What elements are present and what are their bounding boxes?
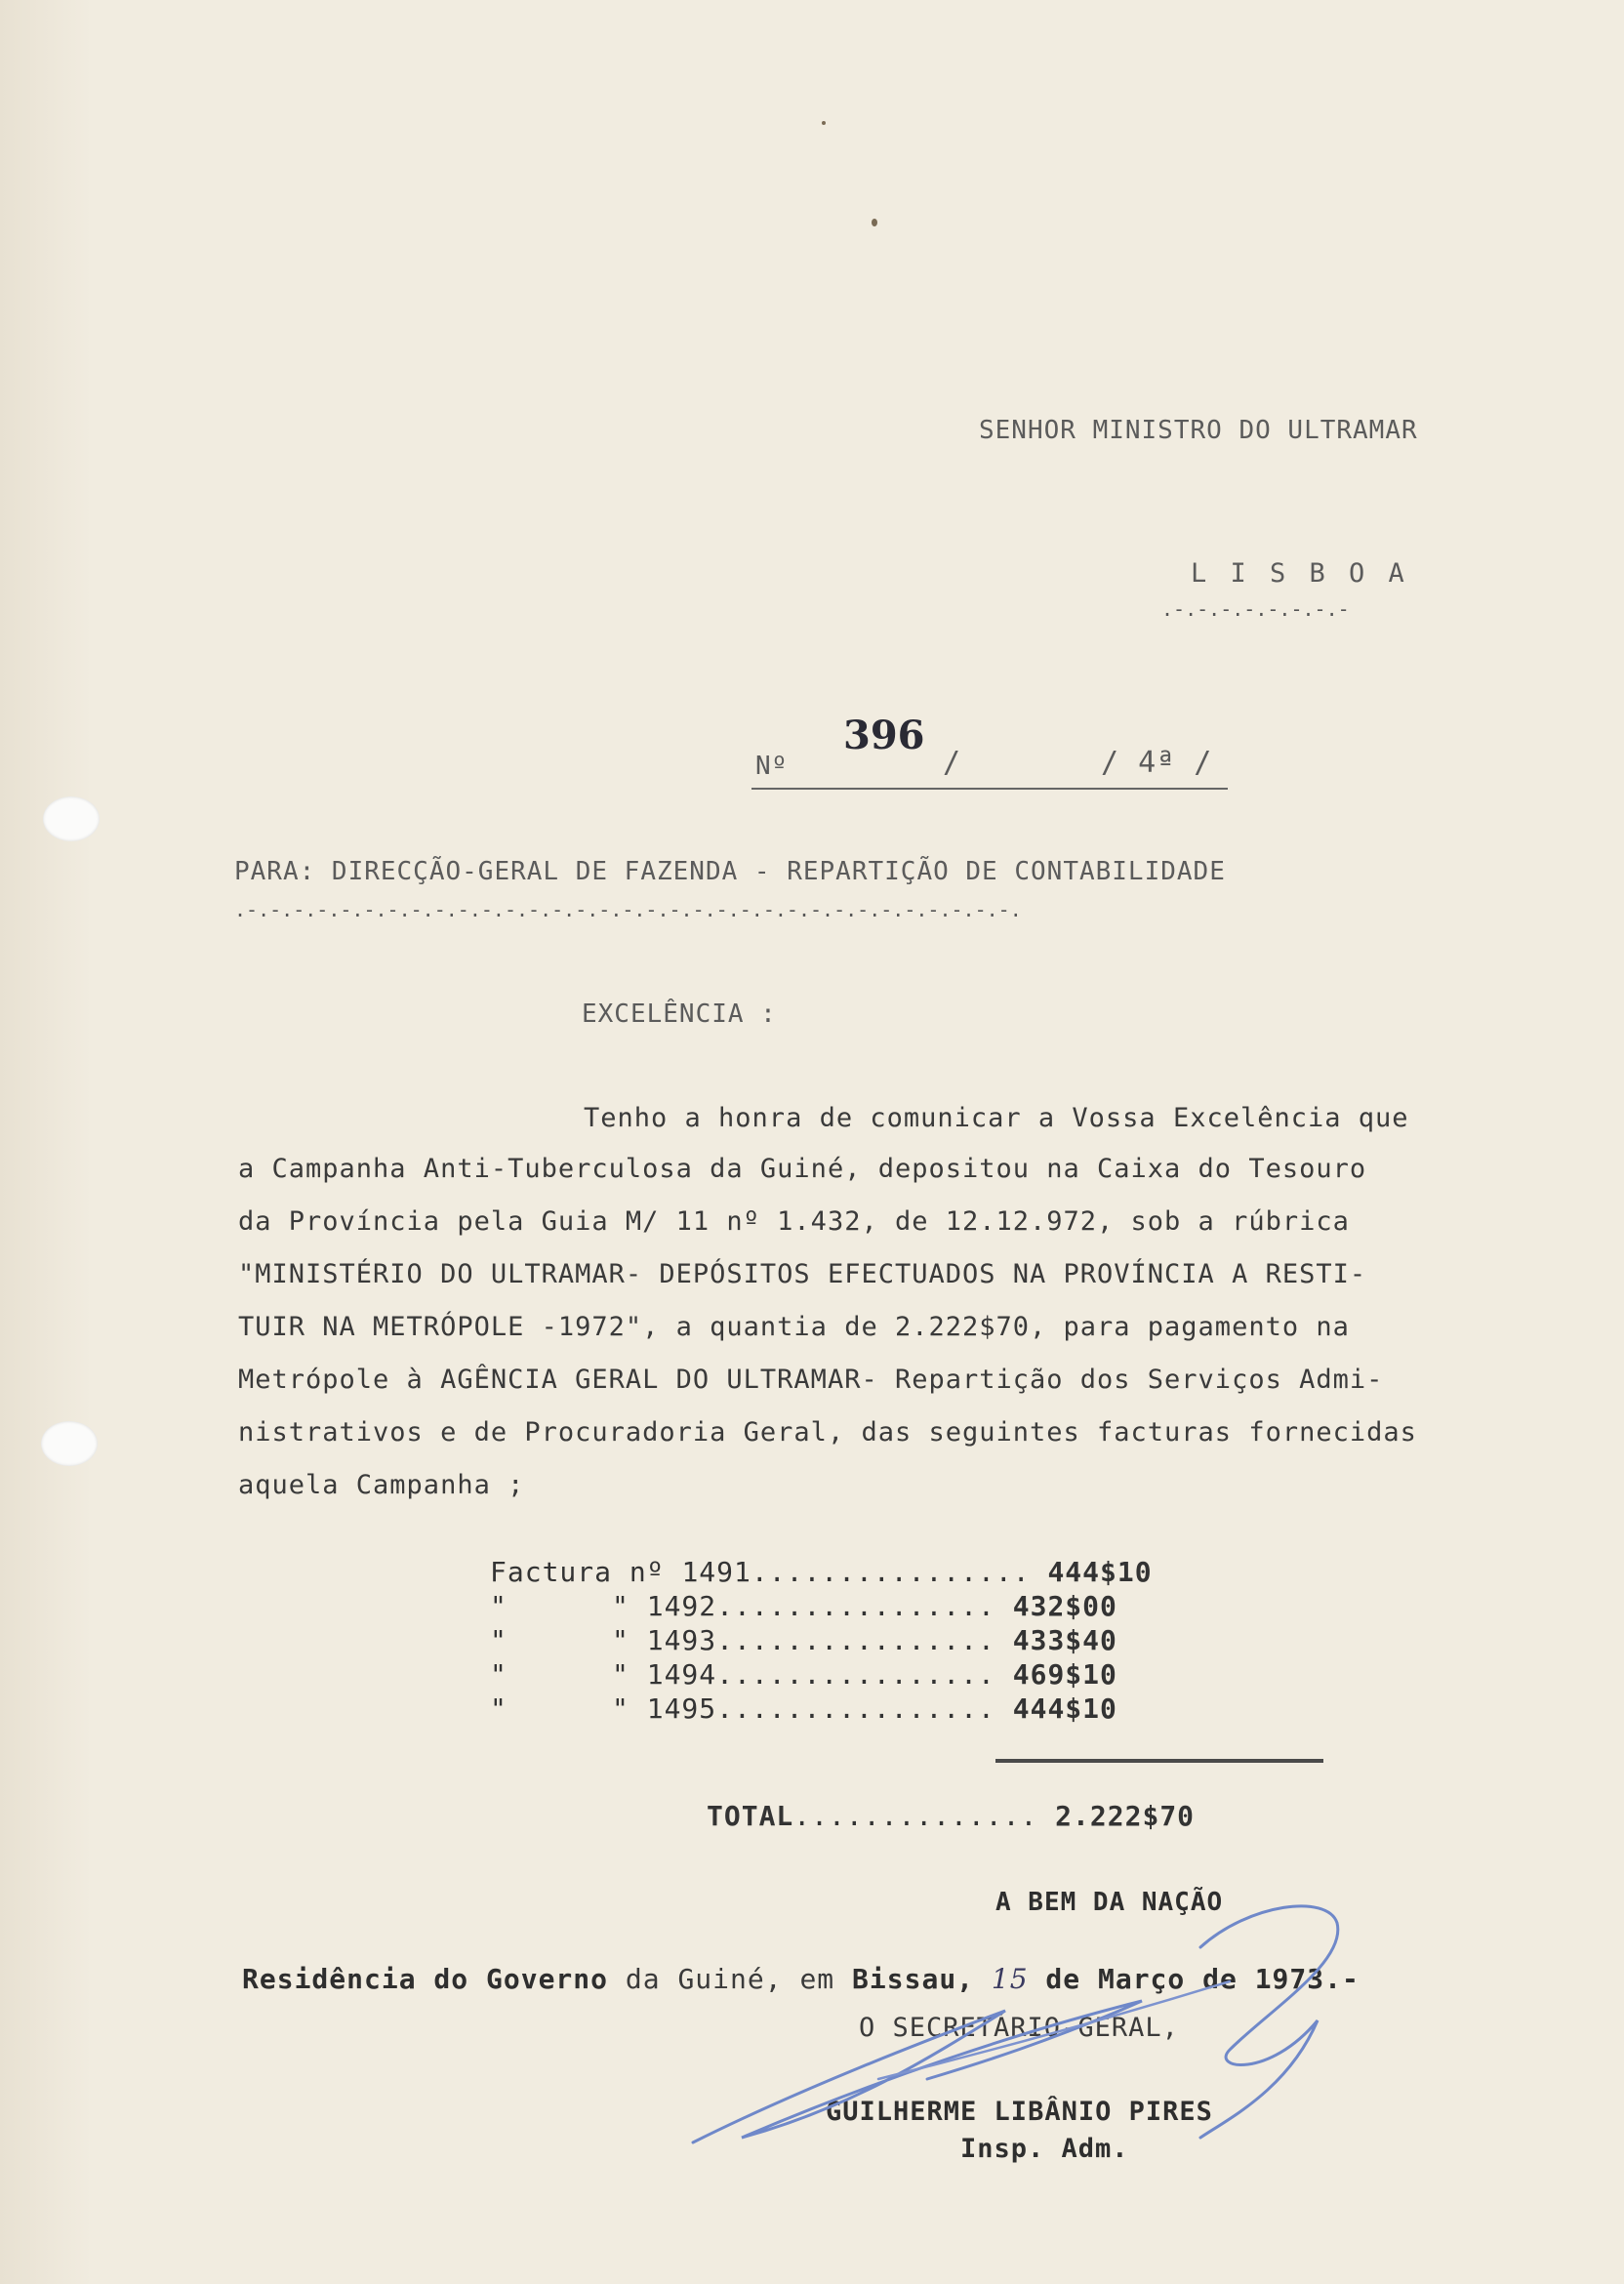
place-prefix: Residência do Governo <box>242 1963 609 1995</box>
invoice-dots: ................ <box>716 1590 995 1622</box>
invoice-dots: ................ <box>716 1693 995 1725</box>
number-label: Nº <box>755 752 789 781</box>
invoice-prefix: " " <box>490 1658 629 1691</box>
invoice-dots: ................ <box>716 1658 995 1691</box>
addressee: SENHOR MINISTRO DO ULTRAMAR <box>979 416 1418 445</box>
total-label: TOTAL <box>707 1800 794 1832</box>
reference-number: 396 <box>843 713 925 758</box>
invoice-dots: ................ <box>751 1556 1031 1588</box>
paper-speck <box>822 121 826 125</box>
total-row <box>707 1800 1195 1832</box>
place-date-rest: de Março de 1973.- <box>1028 1963 1360 1995</box>
number-suffix: / 4ª / <box>1101 746 1213 780</box>
punch-hole-lower <box>41 1421 98 1466</box>
invoice-dots: ................ <box>716 1624 995 1656</box>
invoice-amount: 433$40 <box>1012 1624 1117 1656</box>
place-middle: da Guiné, em <box>608 1963 853 1995</box>
city: L I S B O A <box>1191 558 1408 589</box>
invoice-row <box>490 1658 1117 1691</box>
body-line: da Província pela Guia M/ 11 nº 1.432, de 12.12.972, sob a rúbrica <box>238 1206 1350 1237</box>
place-city: Bissau, <box>852 1963 975 1995</box>
handwritten-signature <box>683 1894 1366 2147</box>
recipient-department: PARA: DIRECÇÃO-GERAL DE FAZENDA - REPARTIÇÃO DE CONTABILIDADE <box>234 857 1226 886</box>
invoice-number: 1491 <box>681 1556 751 1588</box>
paper-edge-shade <box>0 0 93 2284</box>
body-line: TUIR NA METRÓPOLE -1972", a quantia de 2.222$70, para pagamento na <box>238 1312 1350 1342</box>
department-underline: .-.-.-.-.-.-.-.-.-.-.-.-.-.-.-.-.-.-.-.-.-.-.-.-.-.-.-.-.-.-.-.-.-. <box>234 898 1022 921</box>
invoice-amount: 444$10 <box>1047 1556 1153 1588</box>
body-line: nistrativos e de Procuradoria Geral, das seguintes facturas fornecidas <box>238 1417 1417 1448</box>
handwritten-day: 15 <box>991 1963 1029 1995</box>
invoice-amount: 444$10 <box>1012 1693 1117 1725</box>
salutation: EXCELÊNCIA : <box>582 999 777 1029</box>
body-line: aquela Campanha ; <box>238 1470 525 1500</box>
invoice-row <box>490 1590 1117 1622</box>
invoice-number: 1495 <box>646 1693 717 1725</box>
invoice-number: 1492 <box>646 1590 717 1622</box>
body-line: Tenho a honra de comunicar a Vossa Excelência que <box>584 1103 1409 1133</box>
body-line: Metrópole à AGÊNCIA GERAL DO ULTRAMAR- Repartição dos Serviços Admi- <box>238 1365 1384 1395</box>
invoice-row <box>490 1556 1153 1588</box>
invoice-prefix: " " <box>490 1624 629 1656</box>
body-line: "MINISTÉRIO DO ULTRAMAR- DEPÓSITOS EFECTUADOS NA PROVÍNCIA A RESTI- <box>238 1259 1367 1289</box>
invoice-row <box>490 1624 1117 1656</box>
signatory-role: Insp. Adm. <box>960 2134 1129 2164</box>
total-amount: 2.222$70 <box>1055 1800 1196 1832</box>
invoice-number: 1494 <box>646 1658 717 1691</box>
closing-formula: A BEM DA NAÇÃO <box>995 1888 1224 1917</box>
number-separator: / <box>943 746 962 780</box>
paper-speck <box>872 219 877 226</box>
total-dots: .............. <box>793 1800 1038 1832</box>
invoice-number: 1493 <box>646 1624 717 1656</box>
sum-rule <box>995 1759 1323 1763</box>
invoice-prefix: " " <box>490 1693 629 1725</box>
invoice-prefix: " " <box>490 1590 629 1622</box>
city-underline: .-.-.-.-.-.-.-.- <box>1161 597 1350 621</box>
signatory-name: GUILHERME LIBÂNIO PIRES <box>826 2097 1213 2127</box>
invoice-amount: 469$10 <box>1012 1658 1117 1691</box>
body-line: a Campanha Anti-Tuberculosa da Guiné, depositou na Caixa do Tesouro <box>238 1154 1367 1184</box>
invoice-prefix: Factura nº <box>490 1556 665 1588</box>
invoice-row <box>490 1693 1117 1725</box>
number-underline <box>751 788 1228 790</box>
invoice-amount: 432$00 <box>1012 1590 1117 1622</box>
signatory-title: O SECRETÁRIO-GERAL, <box>859 2013 1179 2043</box>
punch-hole-upper <box>43 796 100 841</box>
